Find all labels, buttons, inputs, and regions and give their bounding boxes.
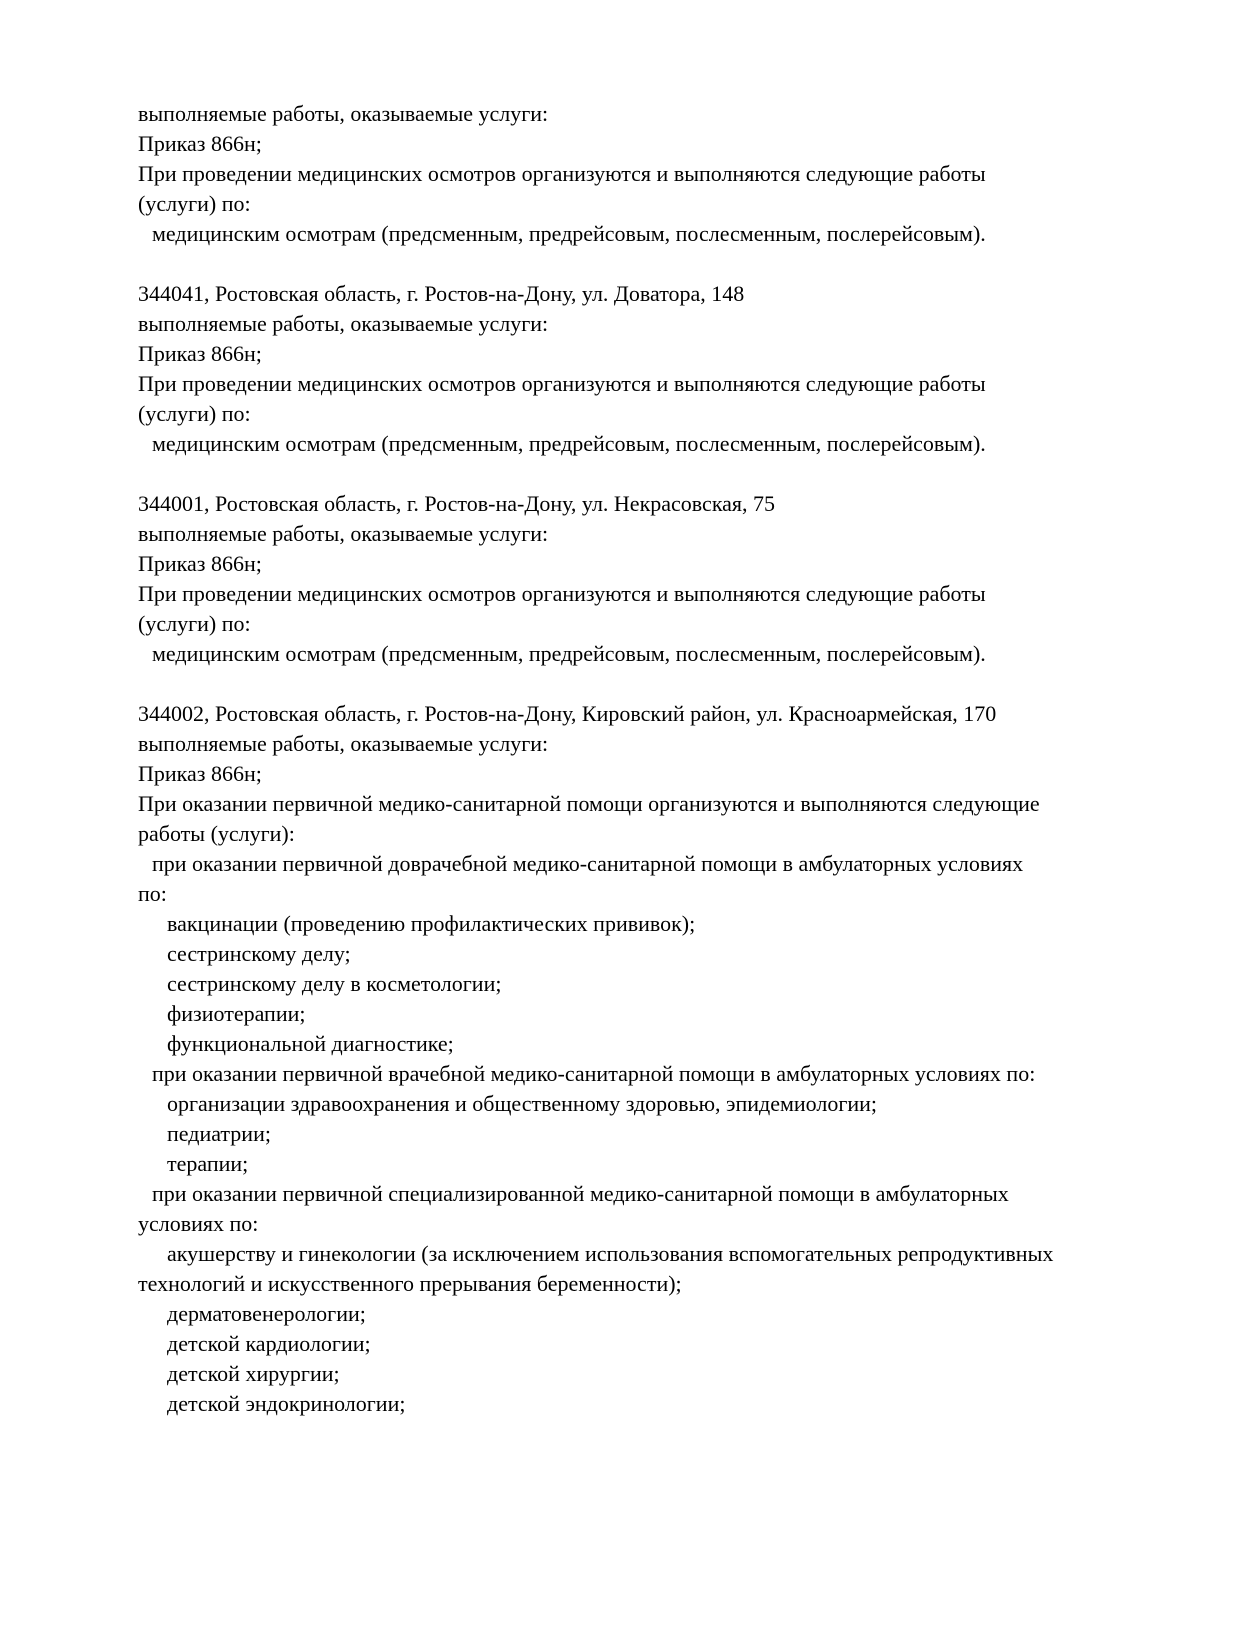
text-line: При проведении медицинских осмотров организуются и выполняются следующие работы [138,581,986,606]
text-line: дерматовенерологии; [167,1301,366,1326]
text-line: при оказании первичной специализированной медико-санитарной помощи в амбулаторных [152,1181,1009,1206]
text-line: 344001, Ростовская область, г. Ростов-на-Дону, ул. Некрасовская, 75 [138,491,776,516]
text-line: При проведении медицинских осмотров организуются и выполняются следующие работы [138,371,986,396]
text-line: акушерству и гинекологии (за исключением использования вспомогательных репродуктивных [167,1241,1054,1266]
text-line: выполняемые работы, оказываемые услуги: [138,311,549,336]
text-line: терапии; [167,1151,249,1176]
text-line: по: [138,881,167,906]
text-line: детской эндокринологии; [167,1391,406,1416]
text-line: выполняемые работы, оказываемые услуги: [138,731,549,756]
text-line: при оказании первичной доврачебной медико-санитарной помощи в амбулаторных условиях [152,851,1024,876]
text-line: Приказ 866н; [138,551,262,576]
text-line: Приказ 866н; [138,131,262,156]
text-line: физиотерапии; [167,1001,306,1026]
text-line: (услуги) по: [138,611,251,636]
text-line: При проведении медицинских осмотров организуются и выполняются следующие работы [138,161,986,186]
text-line: выполняемые работы, оказываемые услуги: [138,101,549,126]
text-line: 344002, Ростовская область, г. Ростов-на-Дону, Кировский район, ул. Красноармейская, 170 [138,701,997,726]
text-line: медицинским осмотрам (предсменным, предрейсовым, послесменным, послерейсовым). [152,431,986,456]
text-line: детской кардиологии; [167,1331,371,1356]
text-line: медицинским осмотрам (предсменным, предрейсовым, послесменным, послерейсовым). [152,641,986,666]
text-line: условиях по: [138,1211,259,1236]
text-line: При оказании первичной медико-санитарной помощи организуются и выполняются следующие [138,791,1040,816]
text-line: медицинским осмотрам (предсменным, предрейсовым, послесменным, послерейсовым). [152,221,986,246]
text-line: организации здравоохранения и общественному здоровью, эпидемиологии; [167,1091,878,1116]
text-line: педиатрии; [167,1121,271,1146]
document-body [138,99,1210,1419]
text-line: при оказании первичной врачебной медико-санитарной помощи в амбулаторных условиях по: [152,1061,1036,1086]
text-line: работы (услуги): [138,821,295,846]
text-line: детской хирургии; [167,1361,340,1386]
text-line: сестринскому делу; [167,941,351,966]
text-line: (услуги) по: [138,401,251,426]
blank-line [138,669,1210,699]
text-line: 344041, Ростовская область, г. Ростов-на-Дону, ул. Доватора, 148 [138,281,745,306]
blank-line [138,249,1210,279]
blank-line [138,459,1210,489]
text-line: Приказ 866н; [138,341,262,366]
text-line: Приказ 866н; [138,761,262,786]
text-line: выполняемые работы, оказываемые услуги: [138,521,549,546]
text-line: сестринскому делу в косметологии; [167,971,502,996]
text-line: технологий и искусственного прерывания беременности); [138,1271,682,1296]
text-line: (услуги) по: [138,191,251,216]
text-line: вакцинации (проведению профилактических прививок); [167,911,696,936]
text-line: функциональной диагностике; [167,1031,454,1056]
